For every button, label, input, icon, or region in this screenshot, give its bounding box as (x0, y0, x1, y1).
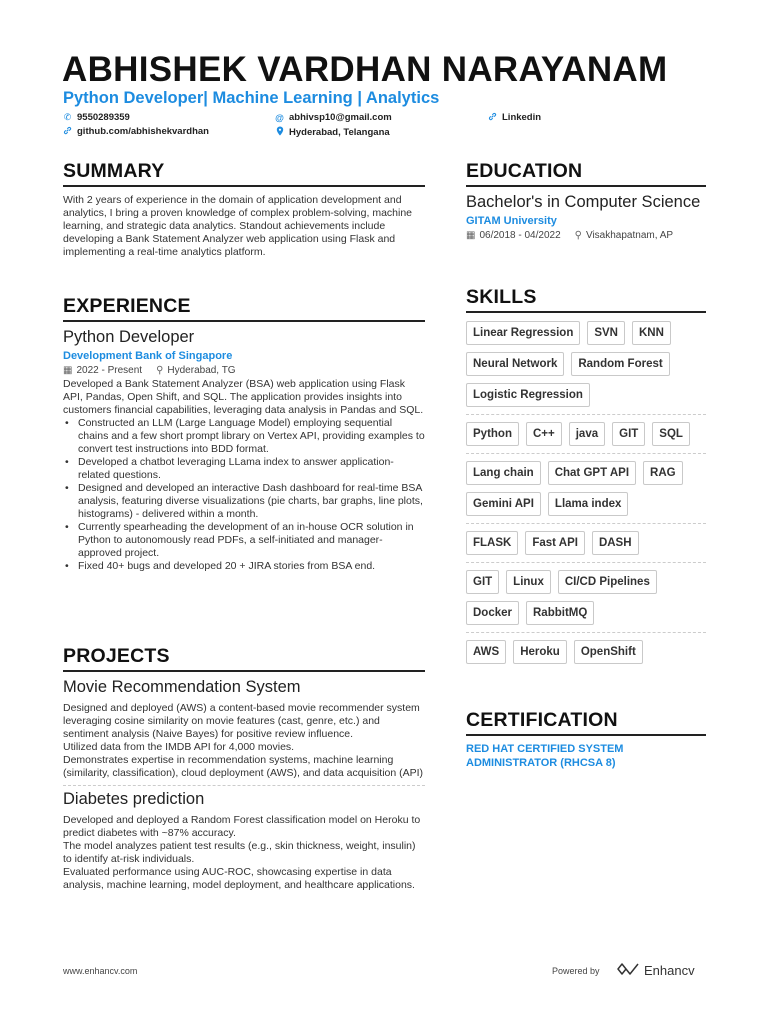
github-contact[interactable] (63, 126, 209, 137)
skill-tag: java (569, 422, 605, 446)
school-name: GITAM University (466, 215, 557, 227)
phone-icon: ✆ (63, 112, 72, 122)
skill-tag: Heroku (513, 640, 567, 664)
project-line: Demonstrates expertise in recommendation systems, machine learning (similarity, classification), cloud deployment (AWS), and data acquisition (API) (63, 754, 424, 779)
skill-tag: Chat GPT API (548, 461, 636, 485)
skill-tag: Logistic Regression (466, 383, 590, 407)
skill-group (466, 321, 706, 407)
footer-site[interactable]: www.enhancv.com (63, 966, 138, 976)
calendar-icon: ▦ (63, 365, 73, 376)
calendar-icon: ▦ (466, 230, 476, 241)
project-line: Developed and deployed a Random Forest classification model on Heroku to predict diabetes with ~87% accuracy. (63, 814, 421, 839)
skill-group (466, 461, 706, 516)
skill-tag: Python (466, 422, 519, 446)
skill-tag: RAG (643, 461, 683, 485)
linkedin-contact[interactable] (488, 112, 541, 123)
education-dates (466, 230, 561, 241)
footer-powered-by: Powered by (552, 966, 600, 976)
skill-tag: AWS (466, 640, 506, 664)
skill-tag: DASH (592, 531, 639, 555)
enhancv-logo-icon (616, 962, 640, 979)
location-text: Hyderabad, Telangana (289, 126, 390, 138)
skill-tag: Linear Regression (466, 321, 580, 345)
skill-divider (466, 562, 706, 563)
job-bullet: • Constructed an LLM (Large Language Model) employing sequential chains and a few short prompt library on Vertex API, providing examples to convert test instructions into BDD format. (63, 417, 425, 456)
skill-tag: SQL (652, 422, 690, 446)
education-heading: EDUCATION (466, 160, 706, 187)
skill-tag: GIT (612, 422, 645, 446)
skill-tag: RabbitMQ (526, 601, 594, 625)
at-icon: @ (275, 112, 284, 123)
education-section (466, 160, 706, 241)
skill-group (466, 640, 706, 664)
job-bullet: • Developed a chatbot leveraging LLama index to answer application-related questions. (63, 456, 425, 482)
projects-heading: PROJECTS (63, 645, 425, 672)
education-location (575, 230, 673, 241)
job-description: Developed a Bank Statement Analyzer (BSA) web application using Flask API, Pandas, Open Shift, and SQL. The application provides insights into customers financial capabilities, leveraging data analysis in Pandas and SQL. (63, 378, 424, 416)
job-bullet: • Designed and developed an interactive Dash dashboard for real-time BSA analysis, featuring diverse visualizations (pie charts, bar graphs, line plots, histograms) - delivered within a month. (63, 482, 425, 521)
skill-divider (466, 453, 706, 454)
job-bullets (63, 417, 425, 573)
link-icon (63, 126, 72, 137)
skill-tag: Neural Network (466, 352, 564, 376)
education-dates-text: 06/2018 - 04/2022 (479, 230, 561, 241)
certification-heading: CERTIFICATION (466, 709, 706, 736)
location-pin-icon: ⚲ (156, 365, 164, 376)
job-dates (63, 365, 142, 376)
experience-heading: EXPERIENCE (63, 295, 425, 322)
summary-section (63, 160, 425, 259)
skill-tag: Docker (466, 601, 519, 625)
linkedin-text[interactable]: Linkedin (502, 112, 542, 123)
skill-tag: Random Forest (571, 352, 669, 376)
skill-tag: SVN (587, 321, 625, 345)
skill-tag: FLASK (466, 531, 518, 555)
skill-tag: C++ (526, 422, 562, 446)
project-divider (63, 785, 425, 786)
project-line: Evaluated performance using AUC-ROC, showcasing expertise in data analysis, machine learning, model deployment, and healthcare applications. (63, 866, 415, 891)
project-line: Designed and deployed (AWS) a content-based movie recommender system leveraging cosine similarity on movie features (cast, genre, etc.) and sentiment analysis (Naive Bayes) for positive review influence. (63, 702, 420, 740)
skill-tag: CI/CD Pipelines (558, 570, 657, 594)
skill-tag: Fast API (525, 531, 585, 555)
location-pin-icon (275, 126, 284, 138)
skill-divider (466, 523, 706, 524)
skills-section (466, 286, 706, 664)
location-contact (275, 126, 390, 138)
phone-text: 9550289359 (77, 112, 130, 123)
github-text[interactable]: github.com/abhishekvardhan (77, 126, 209, 137)
company-name: Development Bank of Singapore (63, 350, 233, 362)
skill-tag: OpenShift (574, 640, 643, 664)
candidate-role: Python Developer| Machine Learning | Analytics (63, 89, 440, 107)
skill-tag: Gemini API (466, 492, 541, 516)
project-name: Diabetes prediction (63, 790, 205, 808)
project-name: Movie Recommendation System (63, 678, 301, 696)
candidate-name: ABHISHEK VARDHAN NARAYANAM (62, 50, 668, 89)
certification-text: RED HAT CERTIFIED SYSTEM ADMINISTRATOR (RHCSA 8) (466, 743, 624, 769)
job-location-text: Hyderabad, TG (167, 365, 236, 376)
summary-heading: SUMMARY (63, 160, 425, 187)
skill-tag: Linux (506, 570, 551, 594)
skill-tag: KNN (632, 321, 671, 345)
email-contact[interactable] (275, 112, 392, 123)
location-pin-icon: ⚲ (574, 230, 582, 241)
email-text[interactable]: abhivsp10@gmail.com (289, 112, 392, 123)
job-bullet: • Fixed 40+ bugs and developed 20 + JIRA stories from BSA end. (63, 560, 425, 573)
skill-tag: Llama index (548, 492, 628, 516)
degree: Bachelor's in Computer Science (466, 193, 701, 211)
skill-group (466, 422, 706, 446)
project-line: Utilized data from the IMDB API for 4,000 movies. (63, 741, 295, 753)
enhancv-logo-text: Enhancv (644, 963, 695, 978)
job-meta (63, 365, 425, 376)
skill-divider (466, 632, 706, 633)
enhancv-logo[interactable] (616, 962, 695, 979)
link-icon (488, 112, 497, 123)
job-bullet: • Currently spearheading the development of an in-house OCR solution in Python to autonomously read PDFs, a self-initiated and manager-approved project. (63, 521, 425, 560)
phone-contact (63, 112, 130, 123)
experience-section (63, 295, 425, 573)
job-title: Python Developer (63, 328, 195, 346)
education-meta (466, 230, 706, 241)
certification-section (466, 709, 706, 770)
job-dates-text: 2022 - Present (76, 365, 143, 376)
job-location (156, 365, 236, 376)
skills-heading: SKILLS (466, 286, 706, 313)
education-location-text: Visakhapatnam, AP (585, 230, 674, 241)
projects-section (63, 645, 425, 892)
project-line: The model analyzes patient test results (e.g., skin thickness, weight, insulin) to identify at-risk individuals. (63, 840, 416, 865)
skill-group (466, 531, 706, 555)
skill-group (466, 570, 706, 625)
skill-tag: Lang chain (466, 461, 541, 485)
skill-tag: GIT (466, 570, 499, 594)
summary-text: With 2 years of experience in the domain of application development and analytics, I bring a proven knowledge of complex problem-solving, machine learning, and strategic data analytics. Standout achievements include developing a Bank Statement Analyzer web application using Flask and implementing a real-time analytics platform. (63, 194, 413, 258)
skill-divider (466, 414, 706, 415)
